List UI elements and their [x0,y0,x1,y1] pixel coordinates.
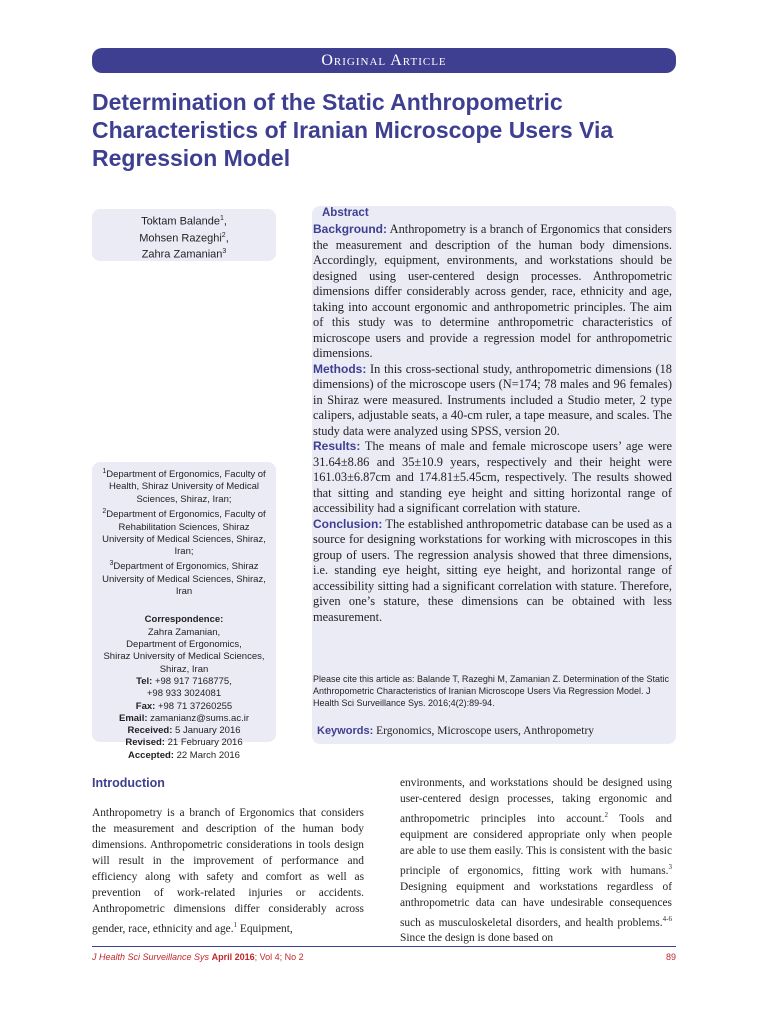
email-line: Email: zamanianz@sums.ac.ir [118,712,250,724]
introduction-column-1: Anthropometry is a branch of Ergonomics that considers the measurement and description of the human body dimensions. Anthropometric considerations in tools design will result in the improvement of performance and efficiency along with safety and comfort as well as prevention of work-related injuries or accidents. Anthropometric dimensions differ considerably across gender, race, ethnicity and age.$^1$ Equipment, [92,807,364,935]
affiliation-2: $^2$Department of Ergonomics, Faculty of Rehabilitation Sciences, Shiraz University of Medical Sciences, Shiraz, Iran; [102,508,266,558]
page-number: 89 [665,952,676,962]
footer-divider [92,946,676,947]
citation-note: Please cite this article as: Balande T, Razeghi M, Zamanian Z. Determination of the Static Anthropometric Characteristics of Iranian Microscope Users Via Regression Model. J Health Sci Surveillance Sys. 2016;4(2):89-94. [313,674,670,709]
abstract-results: Results: The means of male and female microscope users’ age were 31.64±8.86 and 35±10.9 years, respectively and their height were 161.03±6.87cm and 174.81±5.45cm, respectively. The results showed that sitting and standing eye height and sitting horizontal range of accessibility had a significant correlation with stature. [313,439,672,515]
page-footer [92,952,676,962]
abstract-conclusion: Conclusion: The established anthropometric database can be used as a source for designing workstations for working with microscopes in this group of users. The regression analysis showed that three dimensions, i.e. standing eye height, sitting eye height, and horizontal range of accessibility sitting had a significant correlation with stature. Therefore, given one’s stature, these dimensions can be obtained with less measurement. [313,516,672,624]
abstract-methods: Methods: In this cross-sectional study, anthropometric dimensions (18 dimensions) of the microscope users (N=174; 78 males and 96 females) in Shiraz were measured. Instruments included a Studio meter, 2 type calipers, adjustable seats, a 40-cm ruler, a tape measure, and scales. The study data were analyzed using SPSS, version 20. [313,361,672,438]
received-date: Received: 5 January 2016 [127,725,241,737]
correspondence-line: Shiraz University of Medical Sciences, [103,651,265,663]
revised-date: Revised: 21 February 2016 [125,737,243,749]
abstract-background: Background: Anthropometry is a branch of Ergonomics that considers the measurement and description of the human body dimensions. Accordingly, equipment, environments, and workstations should be designed using user-centered design processes. Anthropometric dimensions differ considerably across gender, race, ethnicity and age, taking into account ergonomic and anthropometric principles. The aim of this study was to determine anthropometric characteristics of microscope users and provide a regression model for anthropometric dimensions. [313,222,672,360]
correspondence-line: Department of Ergonomics, [126,639,242,651]
tel-line-2: +98 933 3024081 [146,688,222,700]
author-3: Zahra Zamanian$^3$ [141,248,227,261]
affiliations [98,466,270,598]
article-title: Determination of the Static Anthropometric Characteristics of Iranian Microscope Users Via Regression Model [92,89,614,171]
correspondence [98,614,270,762]
accepted-date: Accepted: 22 March 2016 [128,749,240,761]
author-1: Toktam Balande$^1$, [141,215,227,228]
introduction-column-2: environments, and workstations should be designed using user-centered design processes, taking ergonomic and anthropometric principles into account.$^2$ Tools and equipment are considered appropriate only when people are able to use them easily. This is consistent with the basic principle of ergonomics, fitting work with humans.$^3$ Designing equipment and workstations regardless of anthropometric data can have undesirable consequences such as musculoskeletal disorders, and health problems.$^{4-6}$ Since the design is done based on [400,777,673,945]
keywords: Keywords: Ergonomics, Microscope users, Anthropometry [317,725,595,737]
author-box [92,209,276,261]
author-2: Mohsen Razeghi$^2$, [139,231,229,245]
issue-date: April 2016 [211,952,255,962]
journal-name: J Health Sci Surveillance Sys [92,952,210,962]
introduction-heading: Introduction [92,776,165,790]
email-link[interactable]: zamanianz@sums.ac.ir [150,712,250,724]
correspondence-line: Shiraz, Iran [159,663,209,675]
correspondence-line: Zahra Zamanian, [147,626,221,638]
affiliation-3: $^3$Department of Ergonomics, Shiraz University of Medical Sciences, Shiraz, Iran [102,560,266,598]
fax-line: Fax: +98 71 37260255 [135,700,233,712]
abstract-body [313,222,672,625]
correspondence-heading: Correspondence: [144,614,224,626]
affiliation-box [92,462,276,761]
article-type-banner: Original Article [92,48,676,73]
volume-info: ; Vol 4; No 2 [254,952,304,962]
abstract-heading: Abstract [322,207,369,219]
tel-line: Tel: +98 917 7168775, [136,675,232,687]
affiliation-1: $^1$Department of Ergonomics, Faculty of Health, Shiraz University of Medical Sciences, Shiraz, Iran; [102,468,266,505]
